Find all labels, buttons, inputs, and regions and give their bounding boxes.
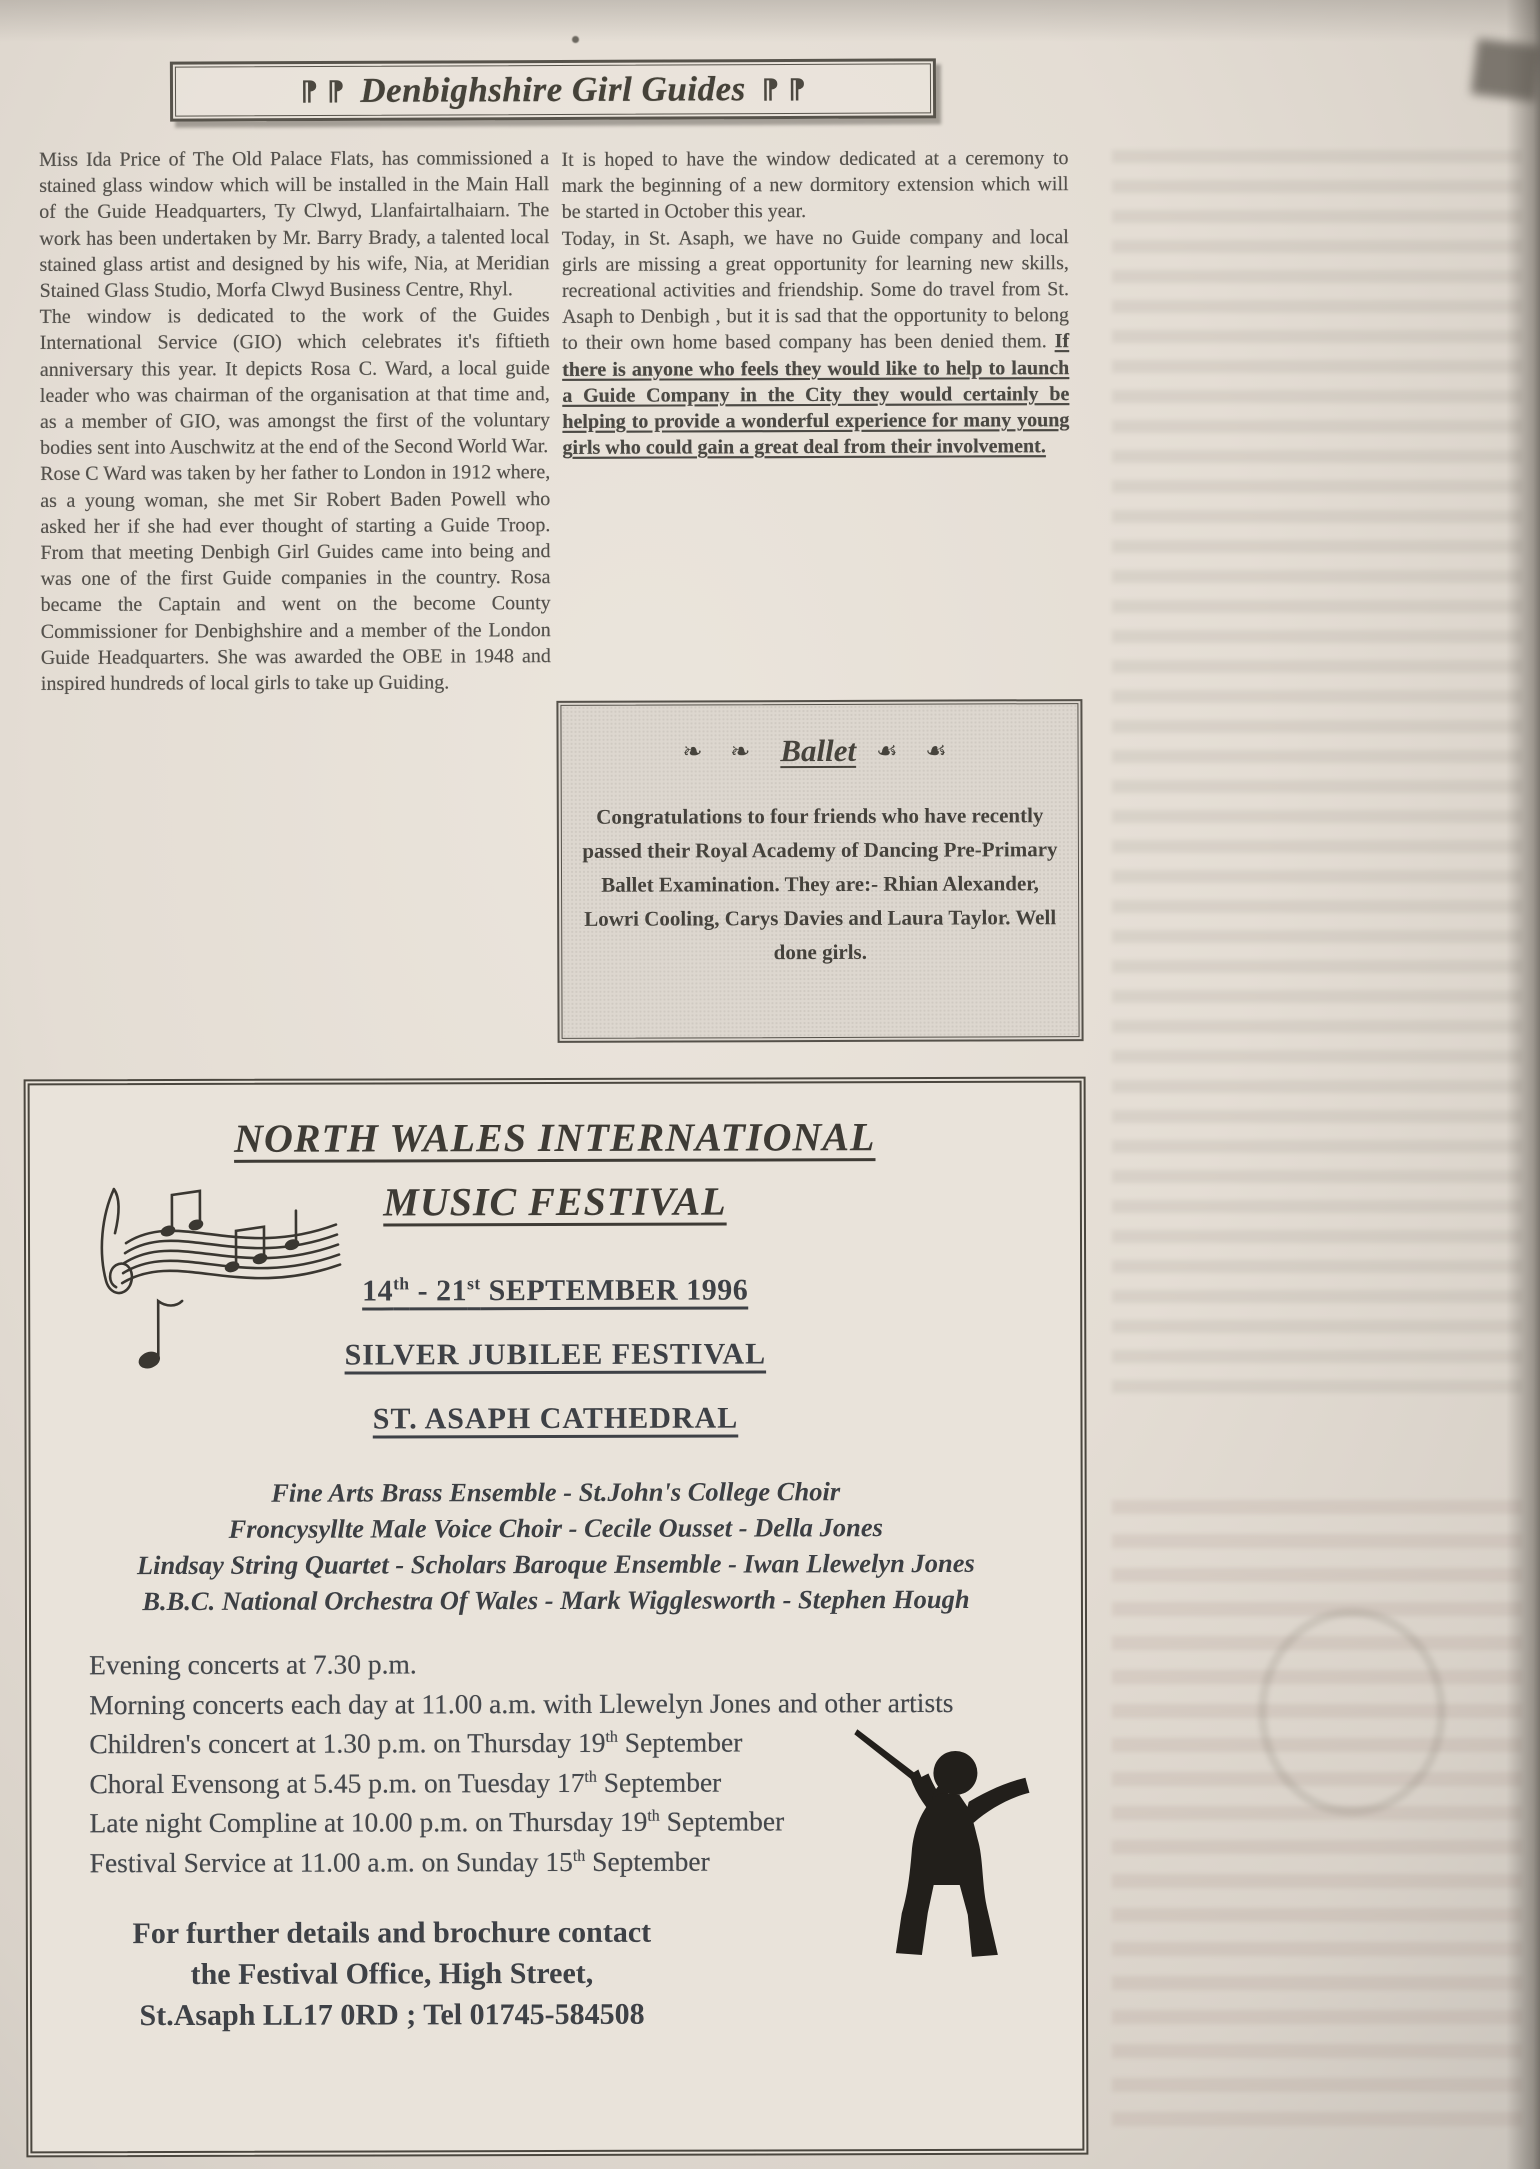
page-title: Denbighshire Girl Guides (360, 69, 746, 110)
floral-heart-icon: ❧ ❧ (682, 737, 761, 766)
scan-top-shade (0, 0, 1540, 42)
scan-page-edge (1506, 0, 1540, 2169)
article-column-left (39, 145, 551, 697)
paragraph: It is hoped to have the window dedicated at a ceremony to mark the beginning of a new dormitory extension which will be started in October this year. (561, 147, 1069, 224)
ballet-box (556, 699, 1083, 1043)
performers-line: Fine Arts Brass Ensemble - St.John's College Choir (271, 1476, 841, 1508)
contact-line: the Festival Office, High Street, (190, 1956, 594, 1991)
floral-heart-icon: ☙ ☙ (876, 736, 957, 765)
paragraph: Rose C Ward was taken by her father to London in 1912 where, as a young woman, she met Sir Robert Baden Powell who asked her if she had ever thought of starting a Guide Troop. From that meeting Denbigh Girl Guides came into being and was one of the first Guide companies in the country. Rosa became the Captain and went on the become County Commissioner for Denbighshire and a member of the London Guide Headquarters. She was awarded the OBE in 1948 and inspired hundreds of local girls to take up Guiding. (40, 461, 551, 695)
header-box (170, 58, 936, 121)
conductor-silhouette-illustration (821, 1721, 1062, 1972)
emphasis-text: If there is anyone who feels they would like to help to launch a Guide Company in the City they would certainly be helping to provide a wonderful experience for many young girls who could gain a great deal from their involvement. (562, 330, 1070, 460)
schedule-line: Evening concerts at 7.30 p.m. (89, 1648, 417, 1681)
festival-title-line1: NORTH WALES INTERNATIONAL (233, 1114, 876, 1161)
performers-line: B.B.C. National Orchestra Of Wales - Mark Wigglesworth - Stephen Hough (142, 1583, 970, 1617)
performers-line: Froncysyllte Male Voice Choir - Cecile Ousset - Della Jones (228, 1512, 883, 1544)
ballet-body: Congratulations to four friends who have recently passed their Royal Academy of Dancing Pre-Primary Ballet Examination. They are:- Rhian Alexander, Lowri Cooling, Carys Davies and Laura Taylor. Well done girls. (582, 803, 1058, 965)
schedule-line: Late night Compline at 10.00 p.m. on Thursday 19th September (89, 1805, 785, 1839)
music-notes-illustration (68, 1172, 369, 1413)
bleed-through-artifact (1112, 150, 1522, 1410)
festival-box (24, 1077, 1089, 2158)
bleed-through-artifact (1112, 1500, 1522, 2140)
festival-date: 14th - 21st SEPTEMBER 1996 (362, 1273, 749, 1308)
ballet-title-row (576, 732, 1064, 770)
festival-contact (32, 1911, 752, 2036)
paragraph (562, 224, 1070, 462)
fleuron-icon: ⁋ ⁋ (761, 73, 806, 105)
scan-dot-artifact (572, 36, 579, 43)
scan-corner-artifact (1471, 38, 1540, 102)
paragraph: Miss Ida Price of The Old Palace Flats, has commissioned a stained glass window which will be installed in the Main Hall of the Guide Headquarters, Ty Clwyd, Llanfairtalhaiarn. The work has been undertaken by Mr. Barry Brady, a talented local stained glass artist and designed by his wife, Nia, at Meridian Stained Glass Studio, Morfa Clwyd Business Centre, Rhyl. (39, 147, 550, 302)
paragraph: The window is dedicated to the work of the Guides International Service (GIO) which celebrates it's fiftieth anniversary this year. It depicts Rosa C. Ward, a local guide leader who was chairman of the organisation at that time and, as a member of GIO, was amongst the first of the voluntary bodies sent into Auschwitz at the end of the Second World War. (39, 304, 551, 460)
schedule-line: Morning concerts each day at 11.00 a.m. with Llewelyn Jones and other artists (89, 1686, 954, 1720)
header-box-inner (175, 63, 931, 116)
contact-line: For further details and brochure contact (132, 1915, 652, 1951)
festival-title-line2: MUSIC FESTIVAL (383, 1178, 727, 1225)
schedule-line: Choral Evensong at 5.45 p.m. on Tuesday 17th September (89, 1766, 722, 1799)
article-column-right (561, 145, 1069, 461)
performers-line: Lindsay String Quartet - Scholars Baroque Ensemble - Iwan Llewelyn Jones (136, 1547, 975, 1581)
festival-performers (31, 1473, 1081, 1620)
contact-line: St.Asaph LL17 0RD ; Tel 01745-584508 (139, 1997, 645, 2033)
fleuron-icon: ⁋ ⁋ (300, 75, 345, 107)
paragraph-text: Today, in St. Asaph, we have no Guide company and local girls are missing a great opportunity for learning new skills, recreational activities and friendship. Some do travel from St. Asaph to Denbigh , but it is sad that the opportunity to belong to their own home based company has been denied them. (561, 225, 1070, 355)
festival-subtitle: SILVER JUBILEE FESTIVAL (344, 1337, 767, 1372)
bleed-through-logo-artifact (1258, 1608, 1446, 1816)
ballet-box-inner (560, 703, 1079, 1039)
ballet-title: Ballet (780, 732, 857, 769)
schedule-line: Festival Service at 11.00 a.m. on Sunday 15th September (89, 1845, 710, 1878)
schedule-line: Children's concert at 1.30 p.m. on Thursday 19th September (89, 1726, 743, 1760)
festival-subtitle: ST. ASAPH CATHEDRAL (372, 1401, 739, 1436)
